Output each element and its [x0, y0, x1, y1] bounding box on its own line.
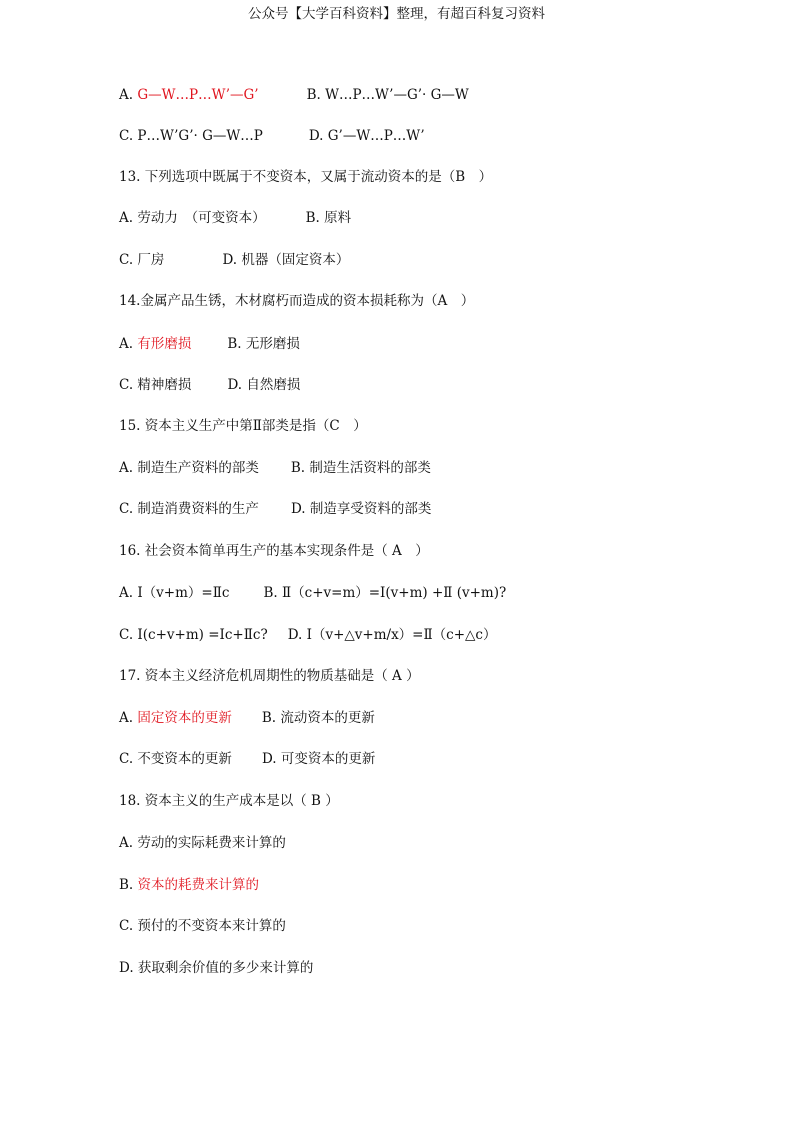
q14-option-a-answer: 有形磨损: [137, 336, 192, 352]
q13-option-a: A. 劳动力 （可变资本）: [119, 210, 266, 226]
q18-question: 18. 资本主义的生产成本是以（ B ）: [119, 793, 339, 809]
q18-option-a: A. 劳动的实际耗费来计算的: [119, 835, 286, 851]
q15-option-d: D. 制造享受资料的部类: [290, 501, 432, 517]
q18-option-b-answer: 资本的耗费来计算的: [137, 877, 260, 893]
q12-options-row-1: [119, 86, 469, 104]
q14-options-row-2: [119, 376, 300, 394]
q14-question: 14.金属产品生锈，木材腐朽而造成的资本损耗称为（A ）: [119, 293, 475, 309]
q13-options-row-1: [119, 209, 351, 227]
page-header: 公众号【大学百科资料】整理，有超百科复习资料: [248, 6, 545, 22]
q16-options-row-1: [119, 584, 506, 602]
q16-question: 16. 社会资本简单再生产的基本实现条件是（ A ）: [119, 543, 429, 559]
q15-option-a: A. 制造生产资料的部类: [119, 460, 259, 476]
q13-option-d: D. 机器（固定资本）: [222, 252, 350, 268]
q16-option-c: C. Ⅰ(c+v+m) =Ⅰc+Ⅱc?: [119, 627, 268, 643]
q14-option-a-label: A.: [119, 336, 138, 352]
q16-option-d: D. Ⅰ（v+△v+m/x）=Ⅱ（c+△c）: [287, 627, 497, 643]
q12-option-a-answer: G—W…P…W’—G’: [137, 87, 259, 103]
q14-option-b: B. 无形磨损: [227, 336, 300, 352]
q12-option-c: C. P…W’G’· G—W…P: [119, 128, 263, 144]
q17-option-a-answer: 固定资本的更新: [137, 710, 232, 726]
q17-option-b: B. 流动资本的更新: [261, 710, 375, 726]
q17-option-a-label: A.: [119, 710, 138, 726]
q18-option-b: [119, 876, 259, 894]
q13-option-b: B. 原料: [305, 210, 352, 226]
q17-question: 17. 资本主义经济危机周期性的物质基础是（ A ）: [119, 668, 420, 684]
q15-options-row-1: [119, 459, 431, 477]
q15-question: 15. 资本主义生产中第Ⅱ部类是指（C ）: [119, 418, 367, 434]
q13-options-row-2: [119, 251, 349, 269]
q17-option-d: D. 可变资本的更新: [261, 751, 376, 767]
q17-options-row-2: [119, 750, 375, 768]
q17-options-row-1: [119, 709, 375, 727]
q14-options-row-1: [119, 335, 300, 353]
q17-option-c: C. 不变资本的更新: [119, 751, 232, 767]
q13-question: 13. 下列选项中既属于不变资本，又属于流动资本的是（B ）: [119, 169, 493, 185]
q12-option-a-label: A.: [119, 87, 138, 103]
q16-option-a: A. Ⅰ（v+m）=Ⅱc: [119, 585, 230, 601]
q12-option-d: D. G’—W…P…W’: [308, 128, 425, 144]
q14-option-d: D. 自然磨损: [227, 377, 301, 393]
q13-option-c: C. 厂房: [119, 252, 165, 268]
q14-option-c: C. 精神磨损: [119, 377, 192, 393]
q15-option-c: C. 制造消费资料的生产: [119, 501, 259, 517]
q18-option-c: C. 预付的不变资本来计算的: [119, 918, 286, 934]
q15-option-b: B. 制造生活资料的部类: [290, 460, 431, 476]
q18-option-b-label: B.: [119, 877, 138, 893]
q12-options-row-2: [119, 127, 425, 145]
q12-option-b: B. W…P…W’—G’· G—W: [306, 87, 469, 103]
q16-option-b: B. Ⅱ（c+v=m）=Ⅰ(v+m) +Ⅱ (v+m)?: [263, 585, 507, 601]
q16-options-row-2: [119, 626, 497, 644]
q15-options-row-2: [119, 500, 431, 518]
q18-option-d: D. 获取剩余价值的多少来计算的: [119, 960, 314, 976]
